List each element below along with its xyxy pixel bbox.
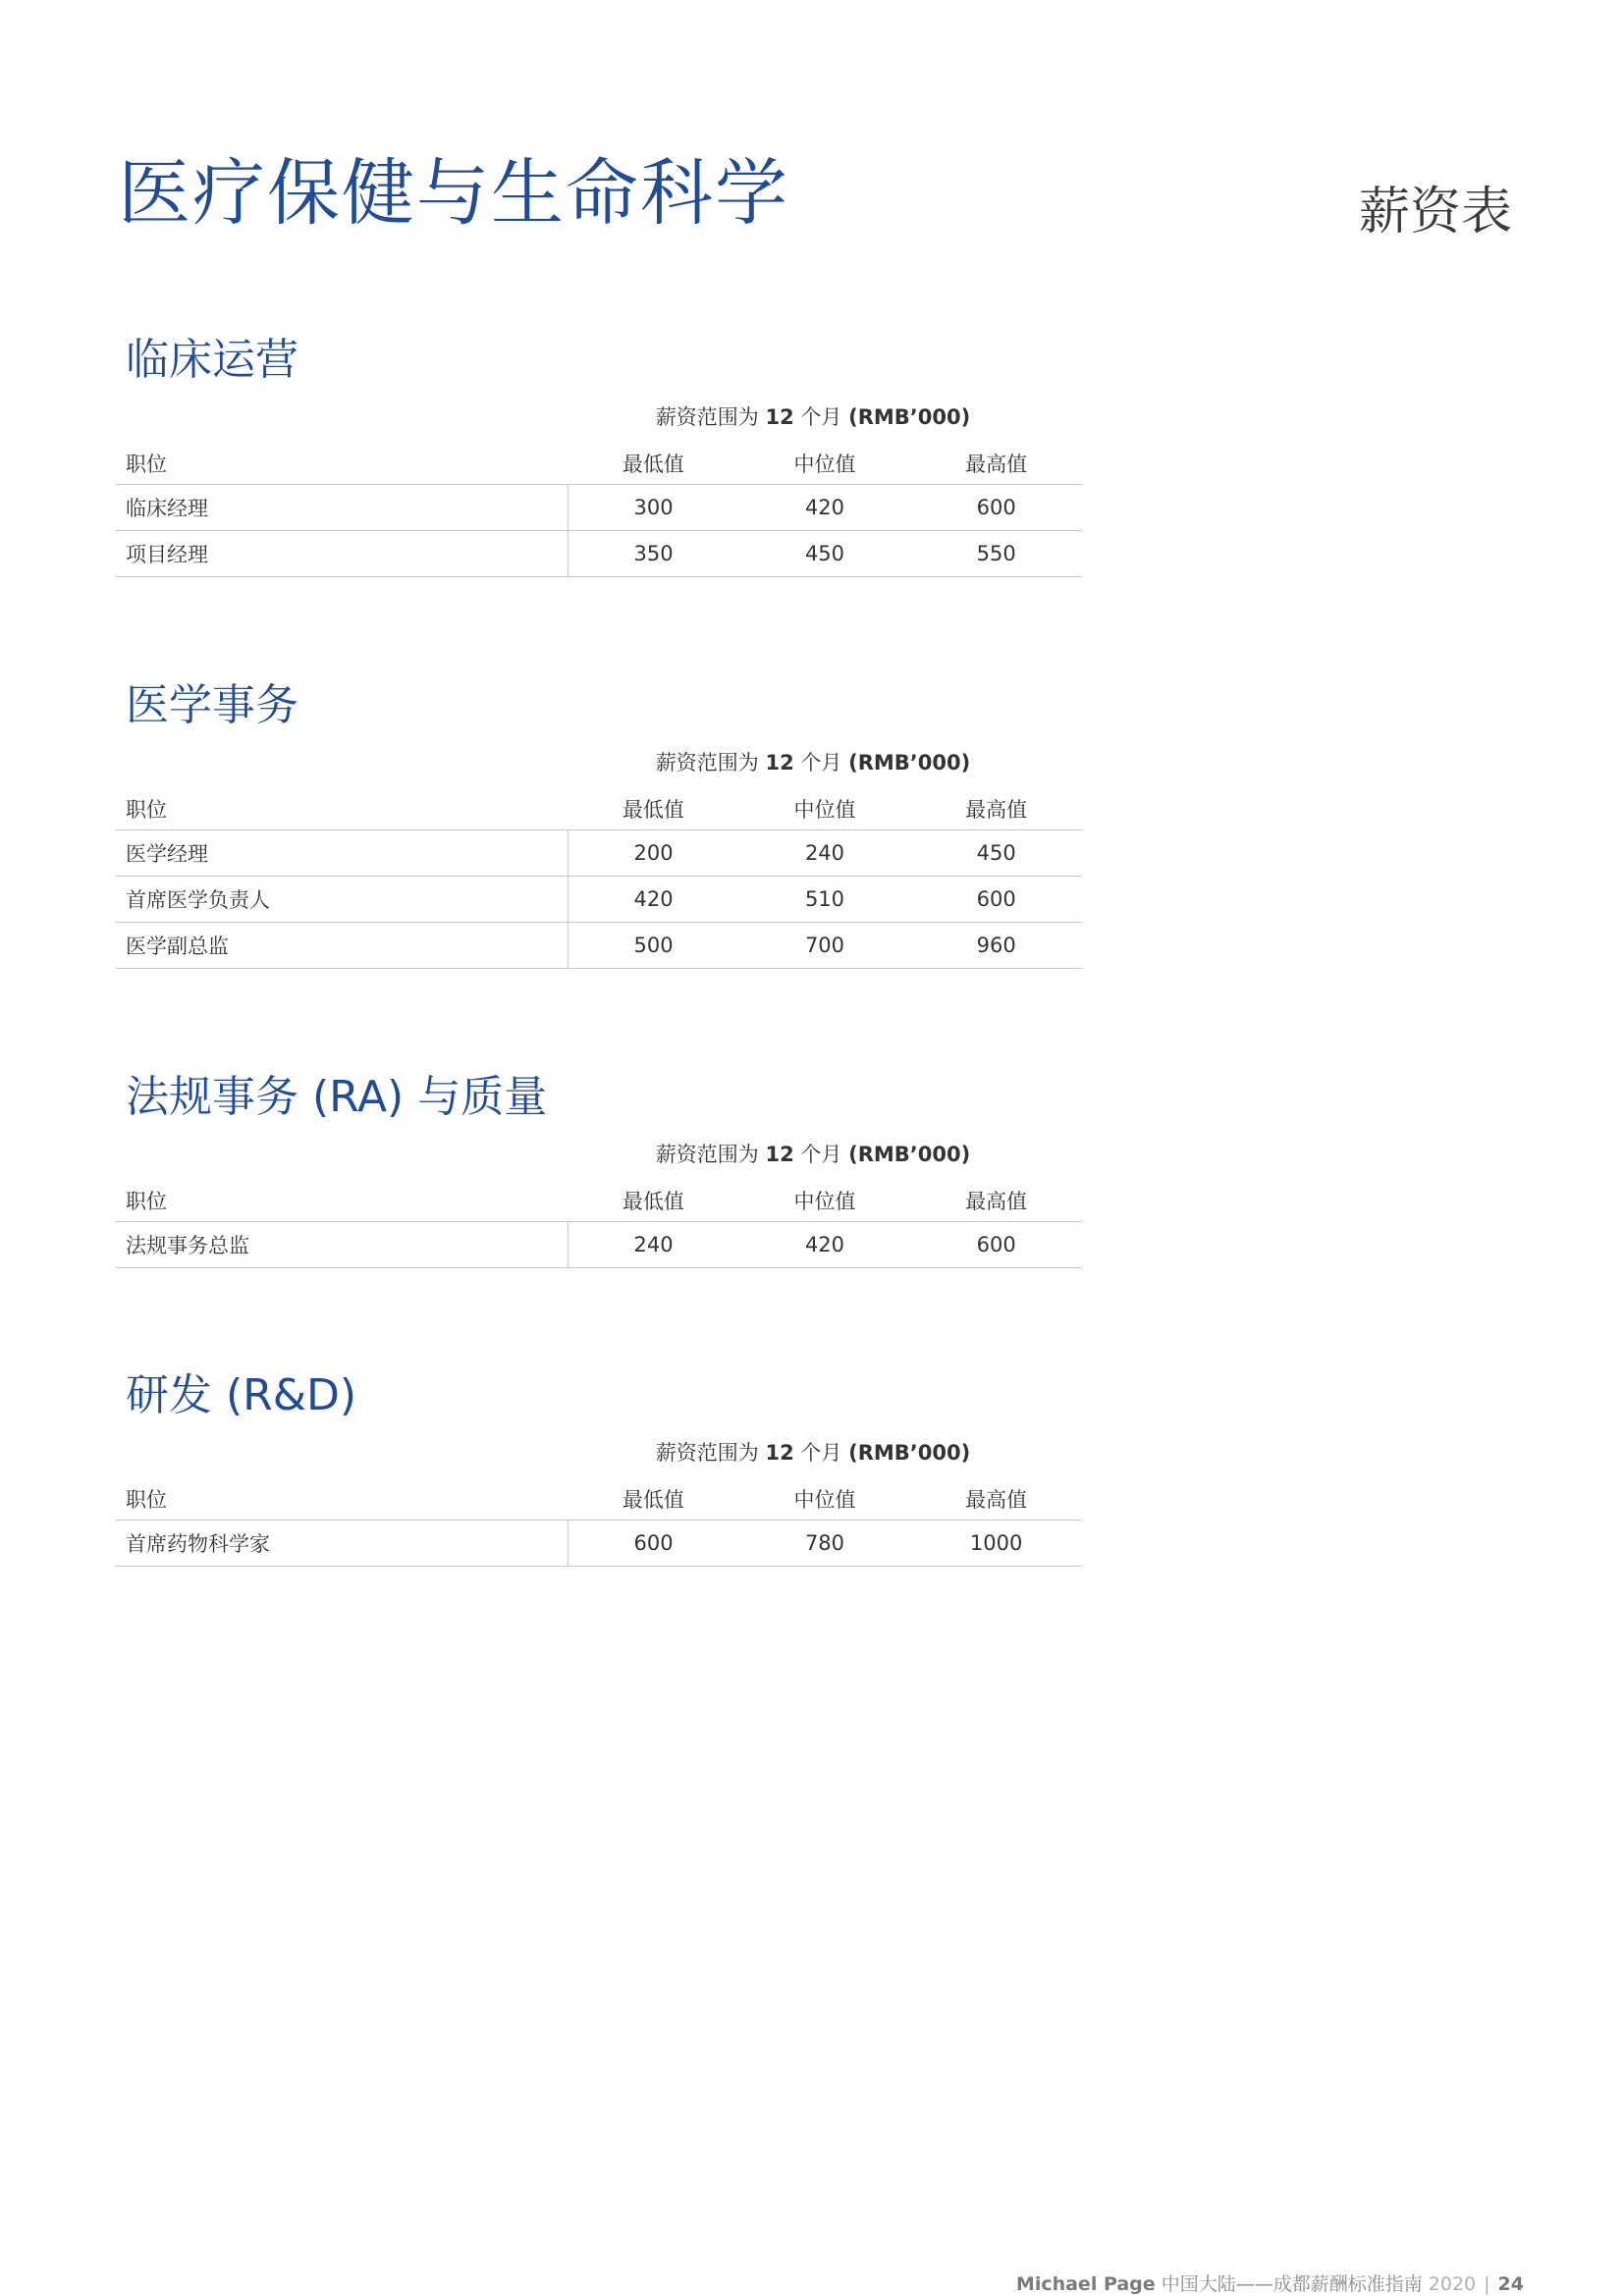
salary-range-caption: 薪资范围为 12 个月 (RMB’000): [655, 751, 971, 774]
section-title: 临床运营: [126, 335, 298, 385]
table-row: [116, 923, 1082, 969]
page-tag: 薪资表: [1358, 183, 1512, 241]
section-clinical-operations: [116, 335, 1082, 577]
col-header-median: 中位值: [793, 1488, 856, 1512]
col-header-min: 最低值: [622, 798, 684, 822]
table-header-row: [116, 1186, 1082, 1222]
page-title: 医疗保健与生命科学: [118, 151, 789, 236]
col-header-max: 最高值: [965, 798, 1028, 822]
col-header-max: 最高值: [965, 1488, 1028, 1512]
min-cell: 240: [568, 1222, 739, 1268]
col-header-position: 职位: [126, 453, 167, 476]
max-cell: 600: [910, 877, 1082, 923]
median-cell: 700: [739, 923, 911, 969]
salary-range-caption: 薪资范围为 12 个月 (RMB’000): [655, 1441, 971, 1465]
median-cell: 420: [739, 485, 911, 531]
max-cell: 600: [910, 1222, 1082, 1268]
table-header-row: [116, 1484, 1082, 1521]
min-cell: 500: [568, 923, 739, 969]
median-cell: 450: [739, 531, 911, 577]
min-cell: 200: [568, 830, 739, 877]
position-cell: 医学经理: [116, 830, 568, 877]
median-cell: 240: [739, 830, 911, 877]
table-row: [116, 877, 1082, 923]
min-cell: 350: [568, 531, 739, 577]
section-title: 研发 (R&D): [126, 1370, 357, 1420]
col-header-max: 最高值: [965, 1190, 1028, 1213]
section-research-development: [116, 1370, 1082, 1567]
median-cell: 420: [739, 1222, 911, 1268]
footer-brand: Michael Page: [1015, 2273, 1156, 2295]
min-cell: 420: [568, 877, 739, 923]
salary-range-caption: 薪资范围为 12 个月 (RMB’000): [655, 1143, 971, 1166]
salary-range-caption: 薪资范围为 12 个月 (RMB’000): [655, 405, 971, 429]
col-header-median: 中位值: [793, 1190, 856, 1213]
position-cell: 项目经理: [116, 531, 568, 577]
table-row: [116, 1521, 1082, 1567]
position-cell: 首席医学负责人: [116, 877, 568, 923]
min-cell: 300: [568, 485, 739, 531]
position-cell: 首席药物科学家: [116, 1521, 568, 1567]
position-cell: 法规事务总监: [116, 1222, 568, 1268]
footer-separator: |: [1484, 2273, 1490, 2295]
salary-table: [116, 1484, 1082, 1567]
col-header-position: 职位: [126, 1488, 167, 1512]
table-row: [116, 830, 1082, 877]
table-row: [116, 531, 1082, 577]
table-header-row: [116, 794, 1082, 830]
salary-table: [116, 1186, 1082, 1268]
section-title: 法规事务 (RA) 与质量: [126, 1072, 548, 1122]
section-regulatory-affairs-quality: [116, 1072, 1082, 1268]
col-header-min: 最低值: [622, 453, 684, 476]
col-header-median: 中位值: [793, 798, 856, 822]
footer-text: 中国大陆——成都薪酬标准指南: [1155, 2273, 1429, 2295]
table-row: [116, 485, 1082, 531]
page-footer: [1016, 2269, 1524, 2296]
col-header-position: 职位: [126, 1190, 167, 1213]
min-cell: 600: [568, 1521, 739, 1567]
footer-year: 2020: [1428, 2273, 1477, 2295]
max-cell: 600: [910, 485, 1082, 531]
max-cell: 960: [910, 923, 1082, 969]
table-row: [116, 1222, 1082, 1268]
max-cell: 550: [910, 531, 1082, 577]
col-header-median: 中位值: [793, 453, 856, 476]
max-cell: 450: [910, 830, 1082, 877]
median-cell: 510: [739, 877, 911, 923]
section-medical-affairs: [116, 680, 1082, 969]
col-header-position: 职位: [126, 798, 167, 822]
page-number: 24: [1497, 2273, 1524, 2295]
table-header-row: [116, 449, 1082, 485]
col-header-max: 最高值: [965, 453, 1028, 476]
salary-table: [116, 794, 1082, 969]
position-cell: 医学副总监: [116, 923, 568, 969]
col-header-min: 最低值: [622, 1488, 684, 1512]
median-cell: 780: [739, 1521, 911, 1567]
salary-table: [116, 449, 1082, 577]
section-title: 医学事务: [126, 680, 298, 730]
col-header-min: 最低值: [622, 1190, 684, 1213]
max-cell: 1000: [910, 1521, 1082, 1567]
position-cell: 临床经理: [116, 485, 568, 531]
